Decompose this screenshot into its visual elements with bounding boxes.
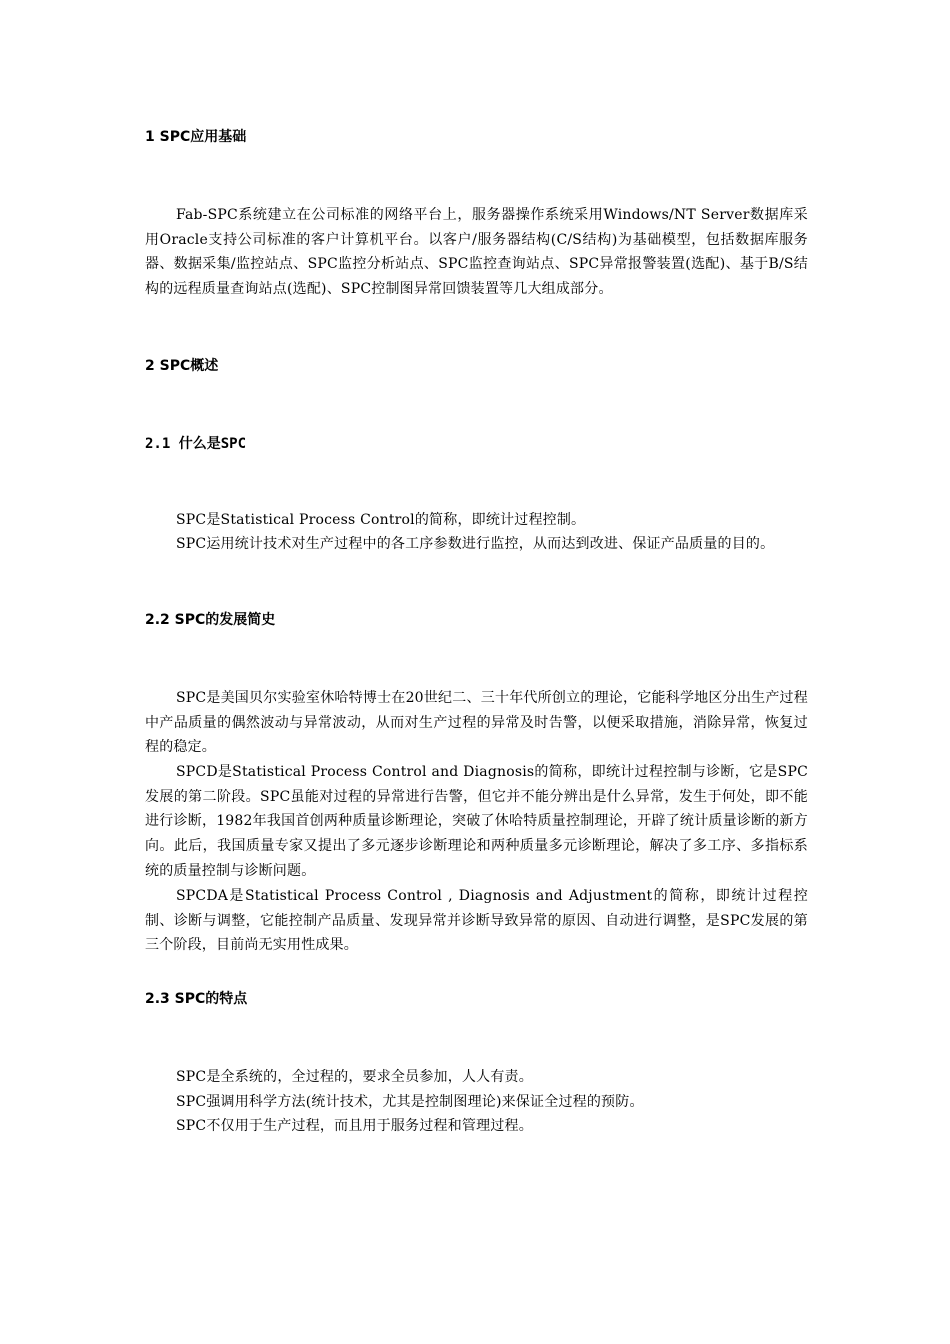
section-2-2-paragraph-2: SPCD是Statistical Process Control and Diagnosis的简称，即统计过程控制与诊断，它是SPC发展的第二阶段。SPC虽能对过程的异常进行告警，但它并不能分辨出是什么异常，发生于何处，即不能进行诊断，1982年我国首创两种质量诊断理论，突破了休哈特质量控制理论，开辟了统计质量诊断的新方向。此后，我国质量专家又提出了多元逐步诊断理论和两种质量多元诊断理论，解决了多工序、多指标系统的质量控制与诊断问题。	[145, 764, 808, 879]
section-2-3-paragraph-1: SPC是全系统的，全过程的，要求全员参加，人人有责。	[176, 1069, 533, 1085]
section-1-paragraph-1: Fab-SPC系统建立在公司标准的网络平台上，服务器操作系统采用Windows/NT Server数据库采用Oracle支持公司标准的客户计算机平台。以客户/服务器结构(C/S结构)为基础模型，包括数据库服务器、数据采集/监控站点、SPC监控分析站点、SPC监控查询站点、SPC异常报警装置(选配)、基于B/S结构的远程质量查询站点(选配)、SPC控制图异常回馈装置等几大组成部分。	[145, 207, 808, 298]
section-heading-2-3: 2.3 SPC的特点	[145, 991, 248, 1007]
section-2-1-paragraph-2: SPC运用统计技术对生产过程中的各工序参数进行监控，从而达到改进、保证产品质量的目的。	[176, 536, 775, 552]
section-heading-2-1: 2.1 什么是SPC	[145, 436, 247, 452]
section-heading-1: 1 SPC应用基础	[145, 129, 247, 145]
section-heading-2-2: 2.2 SPC的发展简史	[145, 612, 276, 628]
section-2-2-paragraph-1: SPC是美国贝尔实验室休哈特博士在20世纪二、三十年代所创立的理论，它能科学地区分出生产过程中产品质量的偶然波动与异常波动，从而对生产过程的异常及时告警，以便采取措施，消除异常，恢复过程的稳定。	[145, 690, 808, 756]
section-2-1-paragraph-1: SPC是Statistical Process Control的简称，即统计过程控制。	[176, 512, 586, 528]
section-2-3-paragraph-3: SPC不仅用于生产过程，而且用于服务过程和管理过程。	[176, 1118, 533, 1134]
section-2-2-paragraph-3: SPCDA是Statistical Process Control , Diagnosis and Adjustment的简称，即统计过程控制、诊断与调整，它能控制产品质量、发现异常并诊断导致异常的原因、自动进行调整，是SPC发展的第三个阶段，目前尚无实用性成果。	[145, 888, 808, 954]
section-2-3-paragraph-2: SPC强调用科学方法(统计技术，尤其是控制图理论)来保证全过程的预防。	[176, 1094, 644, 1110]
section-heading-2: 2 SPC概述	[145, 358, 219, 374]
